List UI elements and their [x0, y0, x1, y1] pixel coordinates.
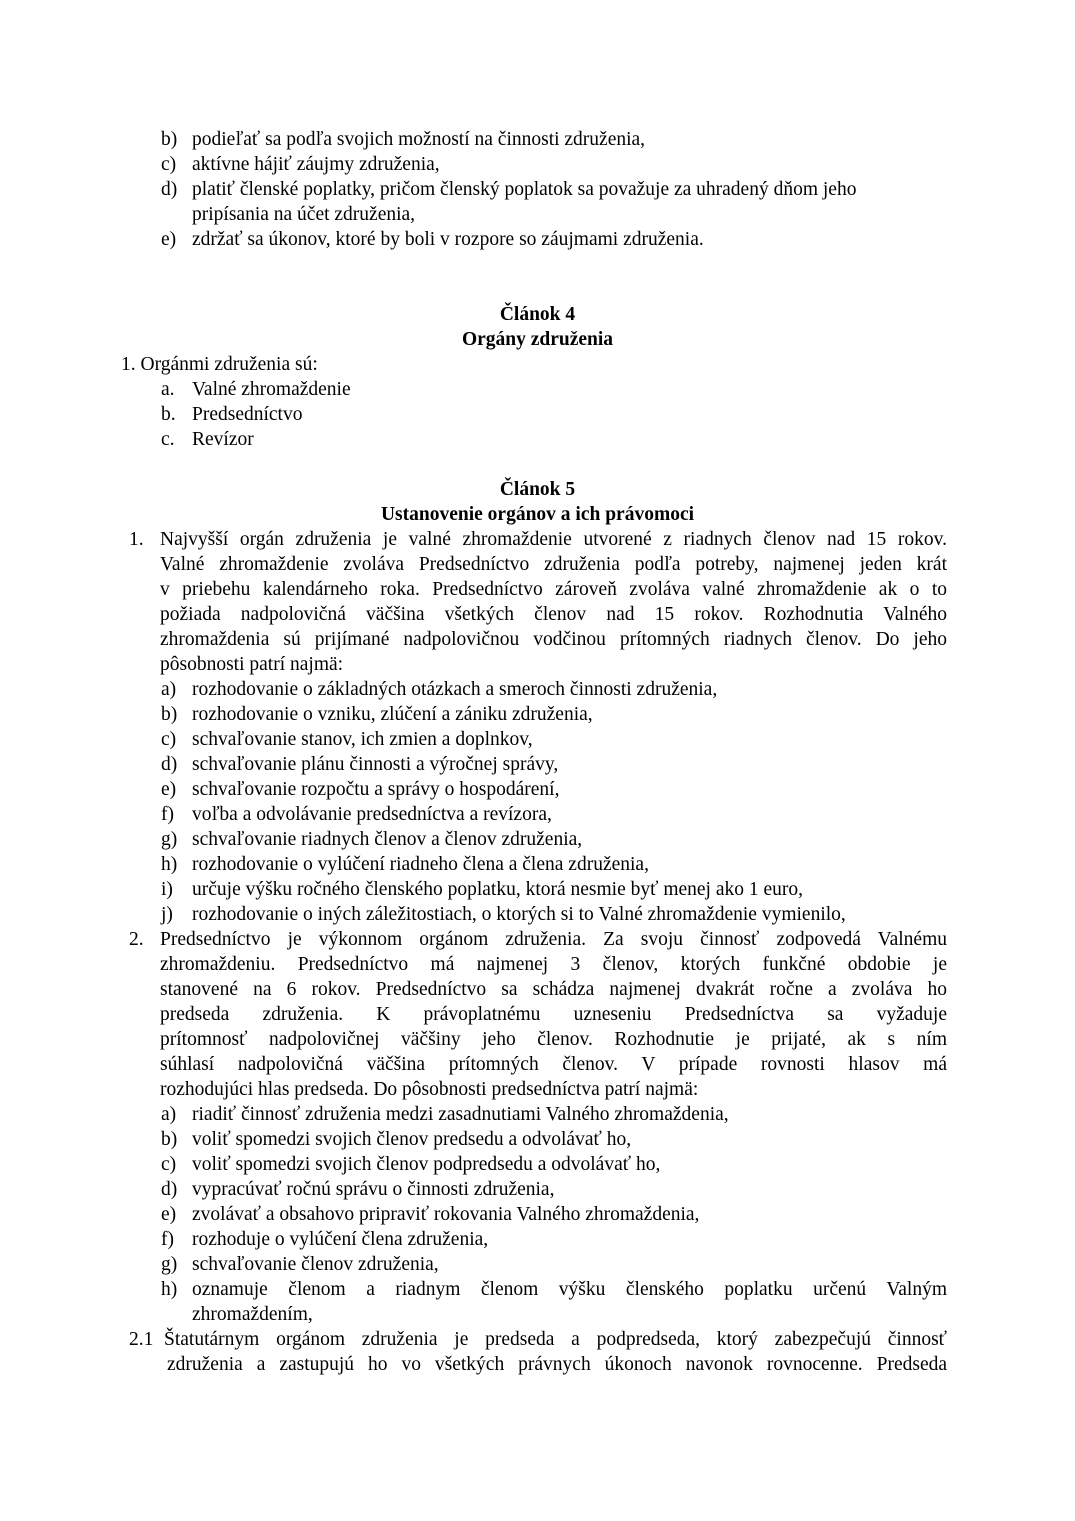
- paragraph-marker: 1.: [129, 529, 144, 550]
- paragraph-line: pôsobnosti patrí najmä:: [160, 654, 344, 675]
- list-marker: f): [161, 804, 174, 825]
- article-4-number: Článok 4: [499, 304, 576, 325]
- list-item: vypracúvať ročnú správu o činnosti združenia,: [192, 1179, 555, 1200]
- list-item: schvaľovanie plánu činnosti a výročnej správy,: [192, 754, 559, 775]
- list-marker: d): [161, 754, 178, 775]
- list-marker: e): [161, 779, 177, 800]
- list-marker: f): [161, 1229, 174, 1250]
- list-marker: g): [161, 829, 178, 850]
- list-item: schvaľovanie členov združenia,: [192, 1254, 439, 1275]
- paragraph-line: Predsedníctvo je výkonnom orgánom združenia. Za svoju činnosť zodpovedá Valnému: [160, 929, 947, 950]
- list-item: voliť spomedzi svojich členov predsedu a odvolávať ho,: [192, 1129, 632, 1150]
- list-item: podieľať sa podľa svojich možností na činnosti združenia,: [192, 129, 646, 150]
- list-marker: b.: [161, 404, 176, 425]
- list-item: Valné zhromaždenie: [192, 379, 351, 400]
- list-item: Predsedníctvo: [192, 404, 303, 425]
- paragraph-marker: 2.1: [129, 1329, 154, 1350]
- list-item: schvaľovanie rozpočtu a správy o hospodárení,: [192, 779, 560, 800]
- paragraph-line: rozhodujúci hlas predseda. Do pôsobnosti predsedníctva patrí najmä:: [160, 1079, 699, 1100]
- paragraph-line: zhromaždenia sú prijímané nadpolovičnou vodčinou prítomných riadnych členov. Do jeho: [160, 629, 947, 650]
- list-item: schvaľovanie riadnych členov a členov združenia,: [192, 829, 583, 850]
- list-item: oznamuje členom a riadnym členom výšku členského poplatku určenú Valným: [192, 1279, 947, 1300]
- paragraph-line: stanovené na 6 rokov. Predsedníctvo sa schádza najmenej dvakrát ročne a zvoláva ho: [160, 979, 947, 1000]
- list-marker: d): [161, 1179, 178, 1200]
- list-marker: c.: [161, 429, 175, 450]
- list-marker: h): [161, 1279, 178, 1300]
- article-5-number: Článok 5: [499, 479, 576, 500]
- article-4-intro: 1. Orgánmi združenia sú:: [121, 354, 318, 375]
- list-marker: a): [161, 1104, 177, 1125]
- list-item: rozhoduje o vylúčení člena združenia,: [192, 1229, 489, 1250]
- paragraph-line: predseda združenia. K právoplatnému uzneseniu Predsedníctva sa vyžaduje: [160, 1004, 947, 1025]
- list-marker: b): [161, 704, 178, 725]
- paragraph-line: požiada nadpolovičná väčšina všetkých členov nad 15 rokov. Rozhodnutia Valného: [160, 604, 947, 625]
- paragraph-line: prítomnosť nadpolovičnej väčšiny jeho členov. Rozhodnutie je prijaté, ak s ním: [160, 1029, 947, 1050]
- list-item: zdržať sa úkonov, ktoré by boli v rozpore so záujmami združenia.: [192, 229, 704, 250]
- paragraph-line: v priebehu kalendárneho roka. Predsedníctvo zároveň zvoláva valné zhromaždenie ak o to: [160, 579, 947, 600]
- list-marker: b): [161, 129, 178, 150]
- list-item: Revízor: [192, 429, 254, 450]
- article-4-title: Orgány združenia: [461, 329, 614, 350]
- list-marker: i): [161, 879, 173, 900]
- list-marker: a): [161, 679, 177, 700]
- list-item: platiť členské poplatky, pričom členský poplatok sa považuje za uhradený dňom jeho: [192, 179, 857, 200]
- list-marker: g): [161, 1254, 178, 1275]
- list-marker: a.: [161, 379, 175, 400]
- paragraph-line: zhromaždeniu. Predsedníctvo má najmenej 3 členov, ktorých funkčné obdobie je: [160, 954, 947, 975]
- list-item: určuje výšku ročného členského poplatku, ktorá nesmie byť menej ako 1 euro,: [192, 879, 804, 900]
- list-marker: c): [161, 154, 177, 175]
- list-item: schvaľovanie stanov, ich zmien a doplnkov,: [192, 729, 533, 750]
- list-item: rozhodovanie o iných záležitostiach, o ktorých si to Valné zhromaždenie vymienilo,: [192, 904, 846, 925]
- list-marker: j): [161, 904, 173, 925]
- list-item: aktívne hájiť záujmy združenia,: [192, 154, 440, 175]
- list-item: voliť spomedzi svojich členov podpredsedu a odvolávať ho,: [192, 1154, 661, 1175]
- paragraph-line: Najvyšší orgán združenia je valné zhromaždenie utvorené z riadnych členov nad 15 rokov.: [160, 529, 947, 550]
- paragraph-marker: 2.: [129, 929, 144, 950]
- paragraph-line: súhlasí nadpolovičná väčšina prítomných členov. V prípade rovnosti hlasov má: [160, 1054, 947, 1075]
- list-item: voľba a odvolávanie predsedníctva a revízora,: [192, 804, 552, 825]
- list-marker: e): [161, 1204, 177, 1225]
- list-marker: c): [161, 1154, 177, 1175]
- list-item: riadiť činnosť združenia medzi zasadnutiami Valného zhromaždenia,: [192, 1104, 729, 1125]
- paragraph-line: Valné zhromaždenie zvoláva Predsedníctvo združenia podľa potreby, najmenej jeden krát: [160, 554, 947, 575]
- list-item: rozhodovanie o vzniku, zlúčení a zániku združenia,: [192, 704, 593, 725]
- list-item: zvolávať a obsahovo pripraviť rokovania Valného zhromaždenia,: [192, 1204, 700, 1225]
- list-item-continuation: zhromaždením,: [192, 1304, 313, 1325]
- article-5-title: Ustanovenie orgánov a ich právomoci: [380, 504, 695, 525]
- list-marker: c): [161, 729, 177, 750]
- list-marker: h): [161, 854, 178, 875]
- list-item: rozhodovanie o základných otázkach a smeroch činnosti združenia,: [192, 679, 718, 700]
- paragraph-line: združenia a zastupujú ho vo všetkých právnych úkonoch navonok rovnocenne. Predseda: [167, 1354, 947, 1375]
- paragraph-line: Štatutárnym orgánom združenia je predseda a podpredseda, ktorý zabezpečujú činnosť: [164, 1329, 947, 1350]
- list-marker: d): [161, 179, 178, 200]
- list-marker: b): [161, 1129, 178, 1150]
- list-marker: e): [161, 229, 177, 250]
- list-item-continuation: pripísania na účet združenia,: [192, 204, 416, 225]
- list-item: rozhodovanie o vylúčení riadneho člena a člena združenia,: [192, 854, 649, 875]
